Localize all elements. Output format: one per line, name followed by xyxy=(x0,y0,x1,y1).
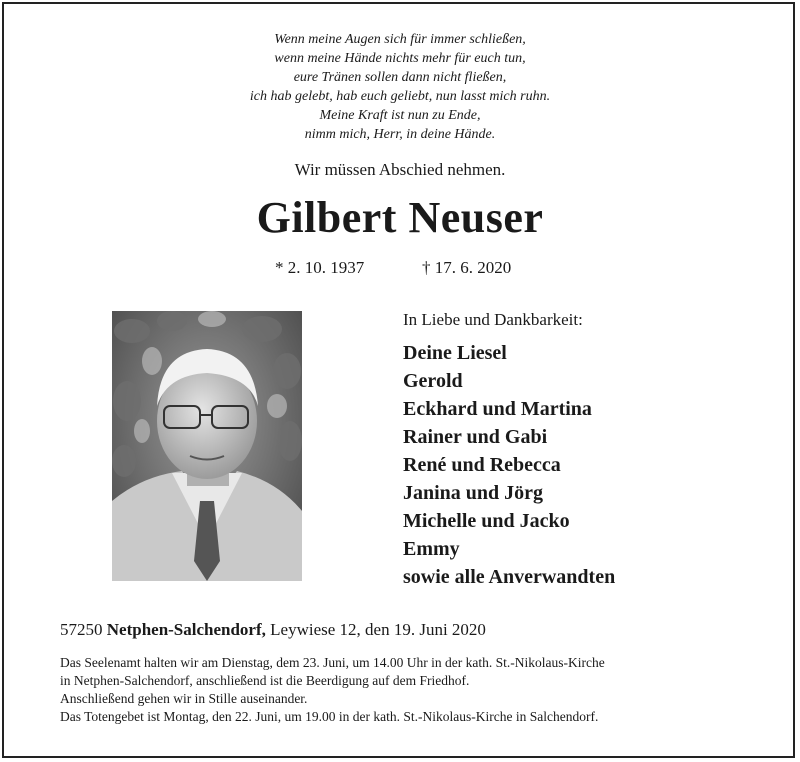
birth-date: * 2. 10. 1937 xyxy=(275,258,365,277)
thanks-line: In Liebe und Dankbarkeit: xyxy=(403,310,583,329)
family-member: Gerold xyxy=(403,370,463,392)
info-line: in Netphen-Salchendorf, anschließend ist die Beerdigung auf dem Friedhof. xyxy=(60,673,470,688)
poem-line: Meine Kraft ist nun zu Ende, xyxy=(319,108,481,123)
postal-code: 57250 xyxy=(60,620,103,639)
family-member: Deine Liesel xyxy=(403,342,507,364)
poem-line: eure Tränen sollen dann nicht fließen, xyxy=(293,70,507,85)
poem-line: nimm mich, Herr, in deine Hände. xyxy=(304,127,496,142)
portrait-photo xyxy=(112,311,302,581)
info-line: Das Totengebet ist Montag, den 22. Juni, um 19.00 in der kath. St.-Nikolaus-Kirche in Salchendorf. xyxy=(60,709,599,724)
family-member: Emmy xyxy=(403,538,460,560)
town-name: Netphen-Salchendorf, xyxy=(106,620,266,639)
death-date: † 17. 6. 2020 xyxy=(422,258,512,277)
info-line: Das Seelenamt halten wir am Dienstag, dem 23. Juni, um 14.00 Uhr in der kath. St.-Nikolaus-Kirche xyxy=(60,655,605,670)
family-member: Eckhard und Martina xyxy=(403,398,592,420)
family-member: René und Rebecca xyxy=(403,454,561,476)
service-info xyxy=(60,654,605,726)
family-member: sowie alle Anverwandten xyxy=(403,566,616,588)
farewell-line: Wir müssen Abschied nehmen. xyxy=(294,160,506,179)
info-line: Anschließend gehen wir in Stille auseinander. xyxy=(60,691,308,706)
family-member: Rainer und Gabi xyxy=(403,426,548,448)
poem-line: ich hab gelebt, hab euch geliebt, nun lasst mich ruhn. xyxy=(249,89,551,104)
family-member: Michelle und Jacko xyxy=(403,510,570,532)
family-member: Janina und Jörg xyxy=(403,482,544,504)
poem xyxy=(0,30,800,144)
address-date: Leywiese 12, den 19. Juni 2020 xyxy=(270,620,486,639)
deceased-name: Gilbert Neuser xyxy=(256,193,544,242)
place-date-line xyxy=(60,620,486,640)
poem-line: Wenn meine Augen sich für immer schließen, xyxy=(274,32,526,47)
poem-line: wenn meine Hände nichts mehr für euch tun, xyxy=(274,51,526,66)
family-list xyxy=(403,339,615,591)
